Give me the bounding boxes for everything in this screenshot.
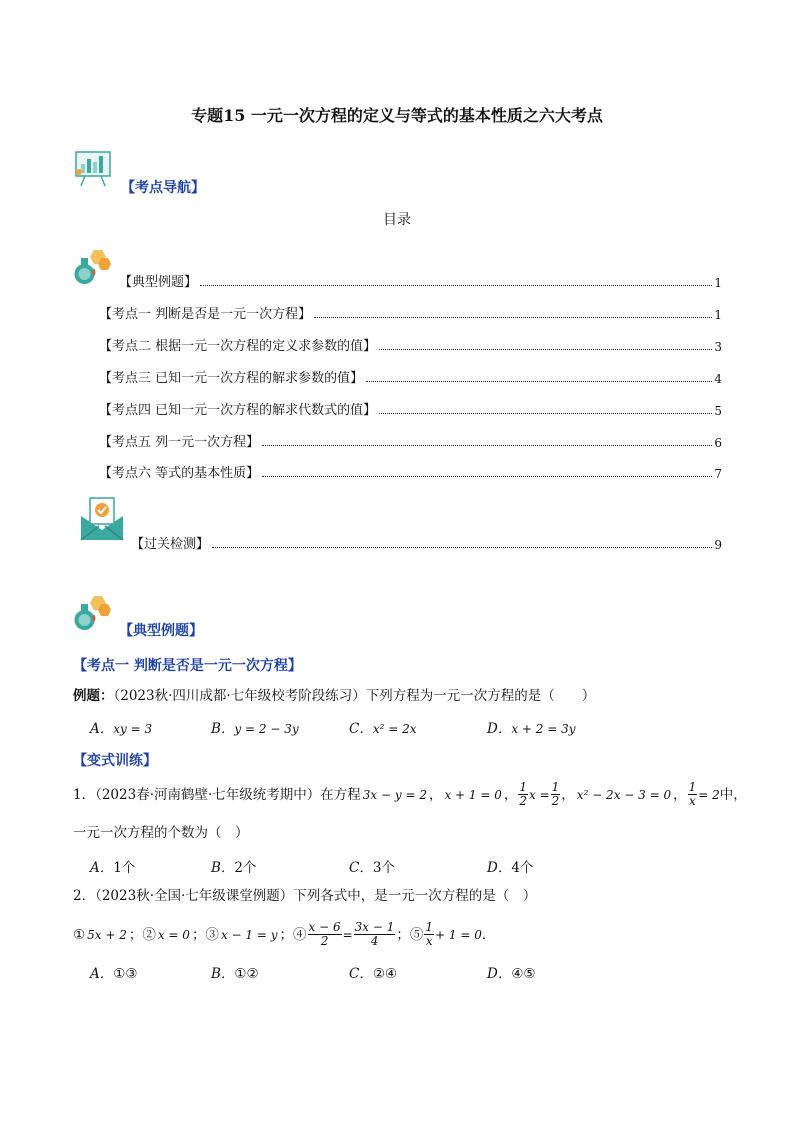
q2-expr-1: 5x + 2: [87, 927, 127, 942]
q1-fraction: [688, 781, 698, 808]
q1-eq3-mid: x =: [529, 787, 550, 802]
example-option-b[interactable]: [211, 717, 299, 737]
toc-item[interactable]: [99, 432, 722, 450]
q1-eq4: x² − 2x − 3 = 0: [576, 787, 672, 802]
question-2: 2．（2023秋·全国·七年级课堂例题）下列各式中，是一元一次方程的是（ ）: [73, 888, 537, 904]
q1-text: 1．（2023春·河南鹤壁·七年级统考期中）在方程: [73, 786, 361, 803]
nav-heading: 【考点导航】: [121, 180, 205, 196]
q1-option-b[interactable]: [211, 856, 257, 876]
checkmark-envelope-icon: [79, 496, 125, 542]
numerator: 1: [688, 780, 697, 794]
q2-expr-2: x = 0: [157, 927, 190, 942]
toc-item[interactable]: [99, 368, 722, 386]
denominator: 2: [320, 934, 329, 948]
q2-expr-5-rest: + 1 = 0: [435, 927, 482, 942]
q2-expr-3: x − 1 = y: [220, 927, 278, 942]
q1-fraction: [551, 781, 561, 808]
kaodian-heading: 【考点一 判断是否是一元一次方程】: [73, 658, 302, 674]
q1-eq5-rest: = 2: [698, 787, 720, 802]
toc-page-number: 1: [714, 308, 722, 322]
toc-leader: [379, 413, 712, 414]
toc-leader: [366, 381, 712, 382]
toc-page-number: 5: [714, 404, 722, 418]
toc-leader: [262, 445, 712, 446]
denominator: 2: [551, 794, 560, 808]
toc-leader: [200, 285, 712, 286]
toc-page-number: 6: [714, 436, 722, 450]
option-value: 4个: [511, 860, 534, 876]
toc-item-label: 【考点一 判断是否是一元一次方程】: [99, 307, 312, 322]
example-option-d[interactable]: [487, 717, 576, 737]
toc-item[interactable]: [99, 400, 722, 418]
numerator: 3x − 1: [354, 920, 395, 934]
q2-option-b[interactable]: [211, 962, 259, 982]
option-letter: A．: [90, 721, 114, 737]
q2-end: ．: [481, 926, 496, 943]
question-1: 1．（2023春·河南鹤壁·七年级统考期中）在方程 3x − y = 2 ， x + 1 = 0 ， $\frac{1}{2}$ x = $\frac{1}{2}$ ， x² − 2x − 3 = 0 ， $\frac{1}{x}$ = 2 中，: [73, 780, 747, 808]
toc-page-number: 3: [714, 340, 722, 354]
toc-item[interactable]: [99, 304, 722, 322]
q2-option-a[interactable]: [90, 962, 137, 982]
option-value: 3个: [372, 860, 395, 876]
q1-option-d[interactable]: [487, 856, 533, 876]
q1-option-a[interactable]: [90, 856, 135, 876]
circled-marker: ；③: [191, 926, 219, 943]
toc-item-label: 【考点五 列一元一次方程】: [99, 435, 260, 450]
denominator: x: [689, 794, 696, 808]
toc-item-label: 【典型例题】: [119, 275, 198, 290]
presentation-board-icon: [73, 150, 117, 188]
toc-leader: [212, 547, 712, 548]
denominator: 4: [370, 934, 379, 948]
toc-item-label: 【考点六 等式的基本性质】: [99, 466, 260, 481]
toc-item-label: 【考点四 已知一元一次方程的解求代数式的值】: [99, 403, 377, 418]
numerator: x − 6: [308, 920, 341, 934]
numerator: 1: [551, 780, 560, 794]
example-option-a[interactable]: [90, 717, 152, 737]
q2-option-d[interactable]: [487, 962, 536, 982]
example-question: [73, 687, 595, 705]
option-letter: C．: [349, 966, 373, 982]
toc-leader: [314, 317, 712, 318]
option-value: ①②: [234, 966, 259, 982]
option-value: ④⑤: [511, 966, 536, 982]
option-value: ②④: [372, 966, 398, 982]
q1-line2: 一元一次方程的个数为（ ）: [73, 825, 249, 841]
variant-heading: 【变式训练】: [73, 753, 157, 769]
example-option-c[interactable]: [349, 717, 417, 737]
toc-item-label: 【考点三 已知一元一次方程的解求参数的值】: [99, 371, 364, 386]
q1-fraction: [518, 781, 528, 808]
q1-text-end: 中，: [719, 786, 747, 803]
option-letter: B．: [211, 721, 235, 737]
q1-eq2: x + 1 = 0: [444, 787, 502, 802]
q2-expressions: [73, 921, 495, 948]
q2-fraction: [424, 921, 434, 948]
option-letter: D．: [487, 860, 512, 876]
denominator: 2: [519, 794, 528, 808]
denominator: x: [425, 934, 433, 948]
toc-page-number: 4: [714, 372, 722, 386]
circled-marker: ；⑤: [396, 926, 424, 943]
circled-marker: ①: [73, 926, 86, 943]
example-text: （2023秋·四川成都·七年级校考阶段练习）下列方程为一元一次方程的是（ ）: [113, 688, 596, 704]
circled-marker: ；②: [128, 926, 156, 943]
q2-fraction: [308, 921, 342, 948]
q2-fraction: [354, 921, 396, 948]
option-expr: x² = 2x: [372, 722, 417, 736]
option-value: ①③: [113, 966, 138, 982]
option-value: 1个: [113, 860, 136, 876]
option-letter: C．: [349, 860, 373, 876]
circled-marker: ；④: [279, 926, 307, 943]
toc-leader: [379, 349, 712, 350]
toc-item-label: 【考点二 根据一元一次方程的定义求参数的值】: [99, 339, 377, 354]
toc-leader: [262, 476, 712, 477]
toc-page-number: 9: [714, 538, 722, 552]
q2-option-c[interactable]: [349, 962, 397, 982]
option-letter: D．: [487, 966, 512, 982]
option-expr: xy = 3: [113, 722, 153, 736]
q1-option-c[interactable]: [349, 856, 395, 876]
example-lead: 例题：: [73, 688, 114, 704]
section-heading: 【典型例题】: [119, 623, 203, 639]
page-title: 专题15 一元一次方程的定义与等式的基本性质之六大考点: [191, 106, 603, 125]
toc-item-label: 【过关检测】: [131, 537, 210, 552]
numerator: 1: [425, 920, 434, 934]
numerator: 1: [519, 780, 528, 794]
option-letter: D．: [487, 721, 512, 737]
q2-equals: =: [342, 927, 353, 942]
option-value: 2个: [234, 860, 257, 876]
option-expr: x + 2 = 3y: [511, 722, 576, 736]
toc-item[interactable]: [131, 534, 722, 552]
flask-icon: [72, 594, 112, 634]
flask-icon: [72, 248, 112, 288]
option-letter: A．: [90, 860, 114, 876]
toc-title: 目录: [383, 212, 411, 228]
option-letter: A．: [90, 966, 114, 982]
q1-eq1: 3x − y = 2: [362, 787, 427, 802]
option-expr: y = 2 − 3y: [234, 722, 299, 736]
toc-page-number: 7: [714, 467, 722, 481]
toc-item[interactable]: [99, 336, 722, 354]
toc-item[interactable]: [99, 463, 722, 481]
option-letter: B．: [211, 860, 235, 876]
toc-item[interactable]: [119, 272, 722, 290]
option-letter: C．: [349, 721, 373, 737]
toc-page-number: 1: [714, 276, 722, 290]
option-letter: B．: [211, 966, 235, 982]
